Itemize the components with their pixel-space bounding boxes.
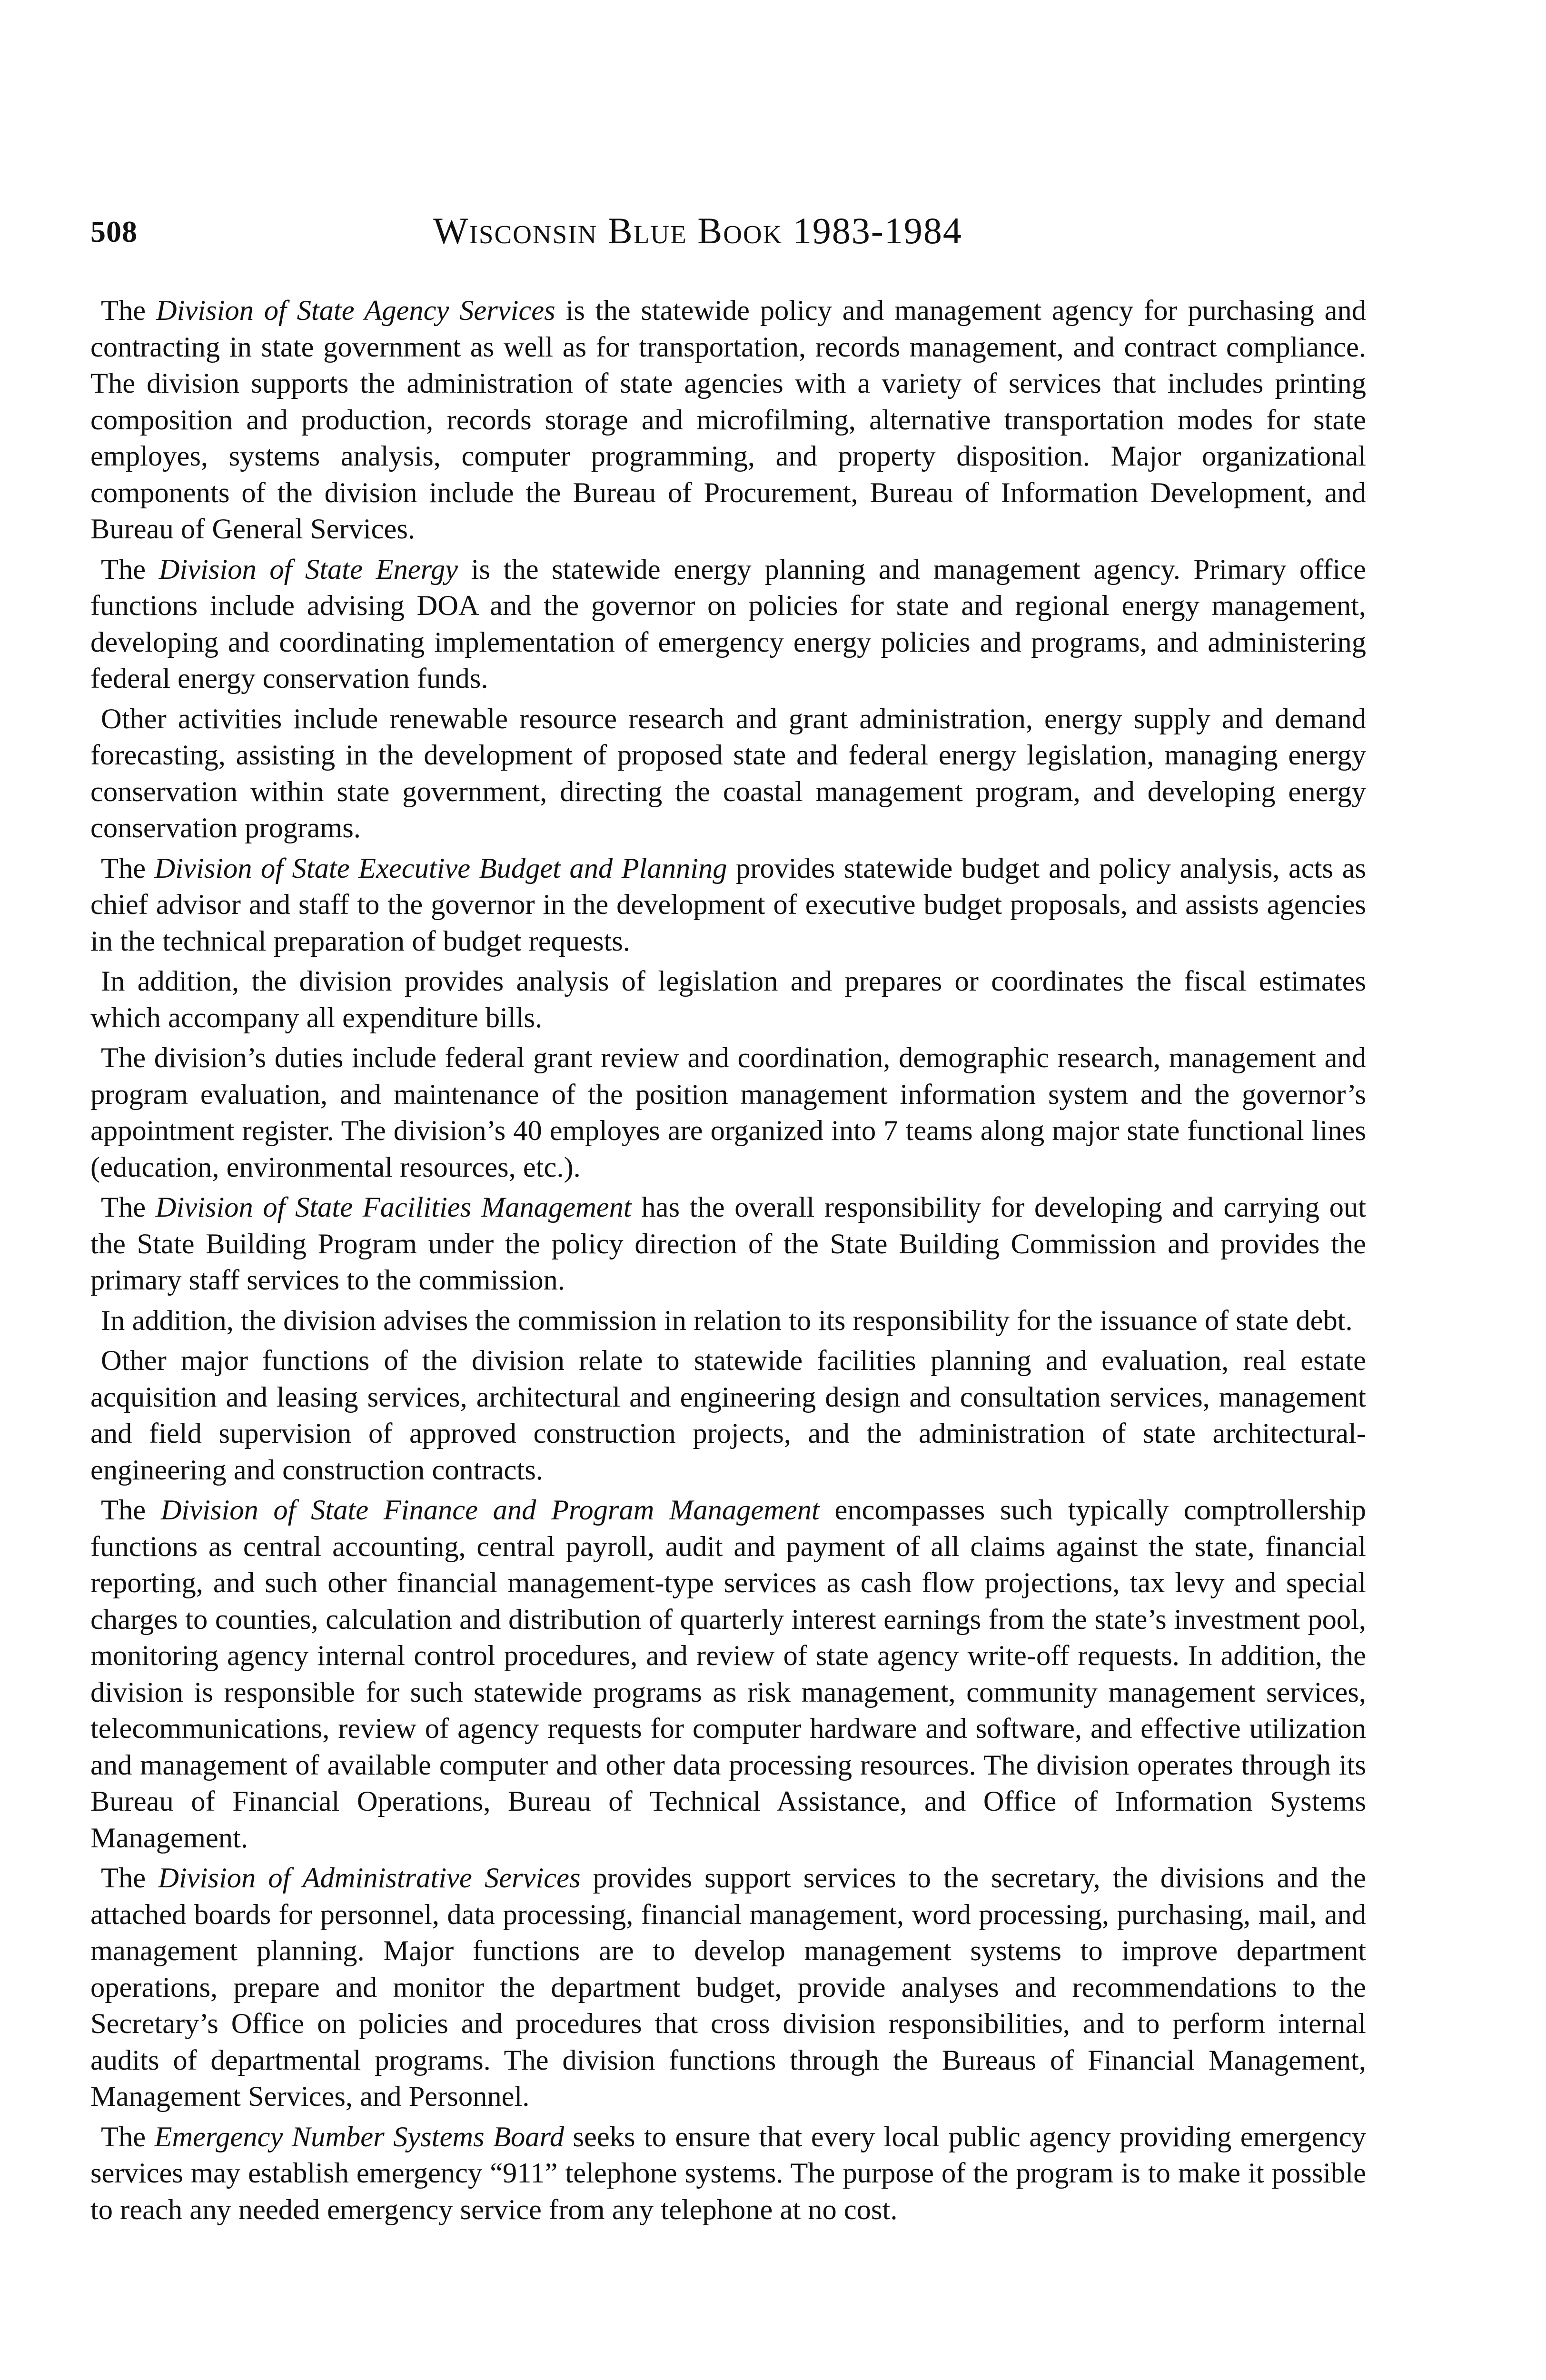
paragraph [90,1040,1366,1186]
paragraph-text: In addition, the division advises the commission in relation to its responsibility for the issuance of state debt. [101,1304,1353,1337]
paragraph-text: encompasses such typically comptrollership functions as central accounting, central payroll, audit and payment of all claims against the state, financial reporting, and such other financial management-type services as cash flow projections, tax levy and special charges to counties, calculation and distribution of quarterly interest earnings from the state’s investment pool, monitoring agency internal control procedures, and review of state agency write-off requests. In addition, the division is responsible for such statewide programs as risk management, community management services, telecommunications, review of agency requests for computer hardware and software, and effective utilization and management of available computer and other data processing resources. The division operates through its Bureau of Financial Operations, Bureau of Technical Assistance, and Office of Information Systems Management. [90,1494,1367,1854]
paragraph-text: The [101,852,155,884]
division-name: Division of State Agency Services [156,295,555,327]
paragraph-text: The [101,295,156,327]
paragraph [90,963,1366,1036]
paragraph-text: Other activities include renewable resource research and grant administration, energy supply and demand forecasting, assisting in the development of proposed state and federal energy legislation, managing energy conservation within state government, directing the coastal management program, and developing energy conservation programs. [90,703,1366,844]
paragraph [90,701,1366,847]
body-text [90,293,1366,2232]
paragraph-text: seeks to ensure that every local public agency providing emergency services may establish emergency “911” telephone systems. The purpose of the program is to make it possible to reach any needed emergency service from any telephone at no cost. [90,2121,1366,2226]
paragraph [90,2119,1366,2229]
division-name: Division of State Finance and Program Management [160,1494,820,1526]
paragraph-text: In addition, the division provides analysis of legislation and prepares or coordinates the fiscal estimates which accompany all expenditure bills. [90,965,1366,1034]
paragraph [90,1190,1366,1299]
paragraph-text: is the statewide policy and management agency for purchasing and contracting in state government as well as for transportation, records management, and contract compliance. The division supports the administration of state agencies with a variety of services that includes printing composition and production, records storage and microfilming, alternative transportation modes for state employes, systems analysis, computer programming, and property disposition. Major organizational components of the division include the Bureau of Procurement, Bureau of Information Development, and Bureau of General Services. [90,295,1367,545]
paragraph-text: is the statewide energy planning and management agency. Primary office functions include advising DOA and the governor on policies for state and regional energy management, developing and coordinating implementation of emergency energy policies and programs, and administering federal energy conservation funds. [90,553,1366,694]
paragraph-text: provides support services to the secretary, the divisions and the attached boards for personnel, data processing, financial management, word processing, purchasing, mail, and management planning. Major functions are to develop management systems to improve department operations, prepare and monitor the department budget, provide analyses and recommendations to the Secretary’s Office on policies and procedures that cross division responsibilities, and to perform internal audits of departmental programs. The division functions through the Bureaus of Financial Management, Management Services, and Personnel. [90,1862,1367,2112]
paragraph-text: The [101,1494,161,1526]
paragraph-text: The [101,1862,159,1894]
paragraph-text: The division’s duties include federal grant review and coordination, demographic research, management and program evaluation, and maintenance of the position management information system and the governor’s appointment register. The division’s 40 employes are organized into 7 teams along major state functional lines (education, environmental resources, etc.). [90,1042,1366,1183]
paragraph-text: has the overall responsibility for developing and carrying out the State Building Program under the policy direction of the State Building Commission and provides the primary staff services to the commission. [90,1191,1367,1296]
page-header [90,209,1461,262]
paragraph [90,1303,1366,1339]
paragraph [90,552,1366,697]
running-title: Wisconsin Blue Book 1983-1984 [433,210,962,251]
paragraph [90,1343,1366,1488]
paragraph-text: The [101,2121,155,2153]
paragraph-text: Other major functions of the division relate to statewide facilities planning and evaluation, real estate acquisition and leasing services, architectural and engineering design and consultation services, management and field supervision of approved construction projects, and the administration of state architectural-engineering and construction contracts. [90,1345,1366,1486]
division-name: Division of State Energy [159,553,458,585]
paragraph [90,1492,1366,1856]
paragraph-text: provides statewide budget and policy analysis, acts as chief advisor and staff to the governor in the development of executive budget proposals, and assists agencies in the technical preparation of budget requests. [90,852,1366,957]
paragraph [90,851,1366,960]
page-number: 508 [90,215,138,248]
division-name: Division of State Facilities Management [155,1191,632,1223]
paragraph [90,293,1366,548]
division-name: Division of State Executive Budget and Planning [154,852,727,884]
paragraph-text: The [101,1191,156,1223]
division-name: Division of Administrative Services [158,1862,581,1894]
division-name: Emergency Number Systems Board [154,2121,565,2153]
paragraph [90,1860,1366,2115]
paragraph-text: The [101,553,159,585]
